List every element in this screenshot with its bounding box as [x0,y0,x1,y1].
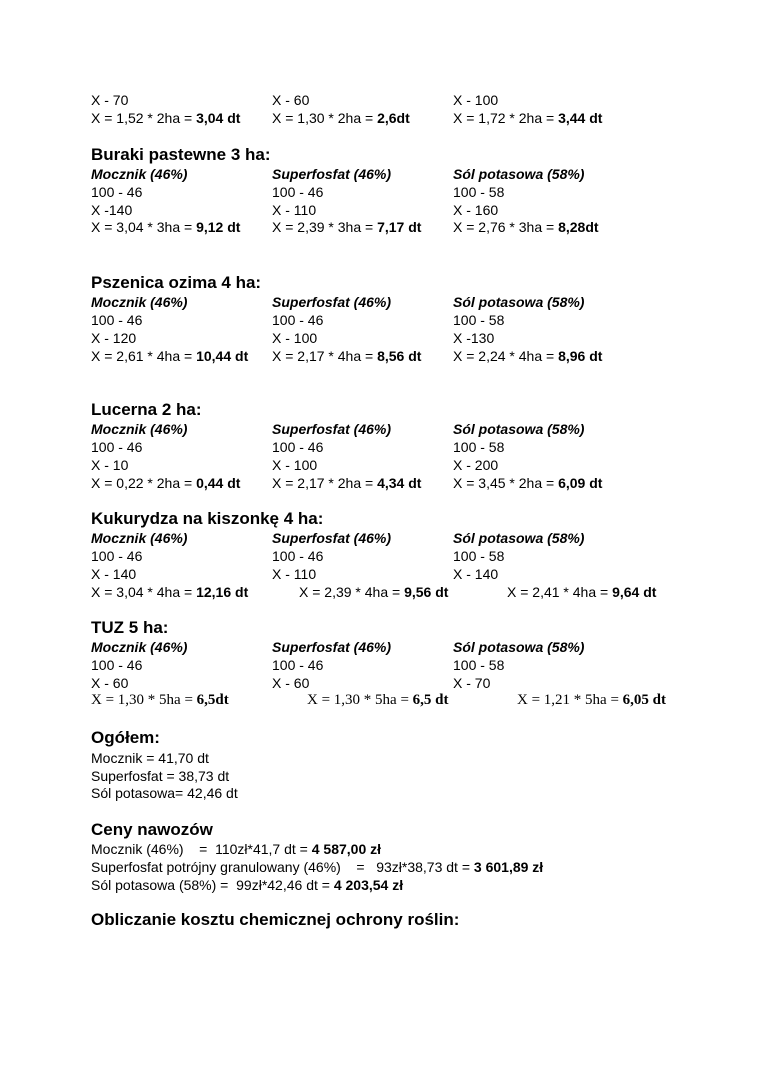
top-c1-line1: X - 70 [91,92,129,108]
pszenica-c2-line2: X - 100 [272,330,318,346]
kukurydza-c2-line1: 100 - 46 [272,548,324,564]
tuz-heading: TUZ 5 ha: [91,618,169,637]
kukurydza-c1-header: Mocznik (46%) [91,530,188,546]
ogolem-mocznik: Mocznik = 41,70 dt [91,750,209,766]
ceny-sol-potasowa: Sól potasowa (58%) = 99zł*42,46 dt = 4 203,54 zł [91,877,404,893]
kukurydza-c2-header: Superfosfat (46%) [272,530,392,546]
tuz-c1-header: Mocznik (46%) [91,639,188,655]
pszenica-c2-header: Superfosfat (46%) [272,294,392,310]
ochrona-heading: Obliczanie kosztu chemicznej ochrony roślin: [91,910,460,929]
ogolem-heading: Ogółem: [91,728,160,747]
kukurydza-c3-header: Sól potasowa (58%) [453,530,585,546]
pszenica-c3-result: X = 2,24 * 4ha = 8,96 dt [453,348,603,364]
lucerna-c3-result: X = 3,45 * 2ha = 6,09 dt [453,475,603,491]
tuz-c3-line1: 100 - 58 [453,657,505,673]
buraki-c2-line1: 100 - 46 [272,184,324,200]
buraki-c3-header: Sól potasowa (58%) [453,166,585,182]
tuz-c2-line2: X - 60 [272,675,310,691]
top-c1-result: X = 1,52 * 2ha = 3,04 dt [91,110,241,126]
lucerna-c2-line2: X - 100 [272,457,318,473]
lucerna-c3-line1: 100 - 58 [453,439,505,455]
buraki-c2-header: Superfosfat (46%) [272,166,392,182]
kukurydza-c3-result: X = 2,41 * 4ha = 9,64 dt [507,584,657,600]
kukurydza-c1-line2: X - 140 [91,566,137,582]
lucerna-c2-header: Superfosfat (46%) [272,421,392,437]
buraki-c1-line2: X -140 [91,202,133,218]
ceny-heading: Ceny nawozów [91,820,213,839]
buraki-c1-line1: 100 - 46 [91,184,143,200]
ogolem-sol-potasowa: Sól potasowa= 42,46 dt [91,785,238,801]
tuz-c1-result: X = 1,30 * 5ha = 6,5dt [91,692,229,708]
pszenica-c2-line1: 100 - 46 [272,312,324,328]
top-c3-line1: X - 100 [453,92,499,108]
tuz-c1-line2: X - 60 [91,675,129,691]
ceny-superfosfat: Superfosfat potrójny granulowany (46%) = 93zł*38,73 dt = 3 601,89 zł [91,859,544,875]
tuz-c1-line1: 100 - 46 [91,657,143,673]
tuz-c2-result: X = 1,30 * 5ha = 6,5 dt [307,692,449,708]
pszenica-c3-line2: X -130 [453,330,495,346]
lucerna-c3-line2: X - 200 [453,457,499,473]
lucerna-heading: Lucerna 2 ha: [91,400,202,419]
top-c2-result: X = 1,30 * 2ha = 2,6dt [272,110,410,126]
lucerna-c1-line1: 100 - 46 [91,439,143,455]
kukurydza-c3-line2: X - 140 [453,566,499,582]
buraki-c1-header: Mocznik (46%) [91,166,188,182]
ceny-mocznik: Mocznik (46%) = 110zł*41,7 dt = 4 587,00 zł [91,841,382,857]
buraki-c3-line1: 100 - 58 [453,184,505,200]
tuz-c2-line1: 100 - 46 [272,657,324,673]
pszenica-heading: Pszenica ozima 4 ha: [91,273,262,292]
pszenica-c2-result: X = 2,17 * 4ha = 8,56 dt [272,348,422,364]
buraki-c2-line2: X - 110 [272,202,317,218]
lucerna-c2-line1: 100 - 46 [272,439,324,455]
tuz-c3-line2: X - 70 [453,675,491,691]
buraki-c1-result: X = 3,04 * 3ha = 9,12 dt [91,219,241,235]
pszenica-c3-line1: 100 - 58 [453,312,505,328]
buraki-c3-line2: X - 160 [453,202,499,218]
pszenica-c3-header: Sól potasowa (58%) [453,294,585,310]
tuz-c3-result: X = 1,21 * 5ha = 6,05 dt [517,692,667,708]
lucerna-c1-result: X = 0,22 * 2ha = 0,44 dt [91,475,241,491]
kukurydza-heading: Kukurydza na kiszonkę 4 ha: [91,509,324,528]
buraki-c3-result: X = 2,76 * 3ha = 8,28dt [453,219,599,235]
kukurydza-c3-line1: 100 - 58 [453,548,505,564]
pszenica-c1-result: X = 2,61 * 4ha = 10,44 dt [91,348,249,364]
tuz-c3-header: Sól potasowa (58%) [453,639,585,655]
pszenica-c1-line1: 100 - 46 [91,312,143,328]
lucerna-c1-header: Mocznik (46%) [91,421,188,437]
buraki-c2-result: X = 2,39 * 3ha = 7,17 dt [272,219,422,235]
lucerna-c1-line2: X - 10 [91,457,129,473]
buraki-heading: Buraki pastewne 3 ha: [91,145,271,164]
tuz-c2-header: Superfosfat (46%) [272,639,392,655]
kukurydza-c2-result: X = 2,39 * 4ha = 9,56 dt [299,584,449,600]
ogolem-superfosfat: Superfosfat = 38,73 dt [91,768,230,784]
kukurydza-c1-line1: 100 - 46 [91,548,143,564]
pszenica-c1-line2: X - 120 [91,330,137,346]
lucerna-c2-result: X = 2,17 * 2ha = 4,34 dt [272,475,422,491]
lucerna-c3-header: Sól potasowa (58%) [453,421,585,437]
pszenica-c1-header: Mocznik (46%) [91,294,188,310]
kukurydza-c1-result: X = 3,04 * 4ha = 12,16 dt [91,584,249,600]
kukurydza-c2-line2: X - 110 [272,566,317,582]
top-c2-line1: X - 60 [272,92,310,108]
top-c3-result: X = 1,72 * 2ha = 3,44 dt [453,110,603,126]
